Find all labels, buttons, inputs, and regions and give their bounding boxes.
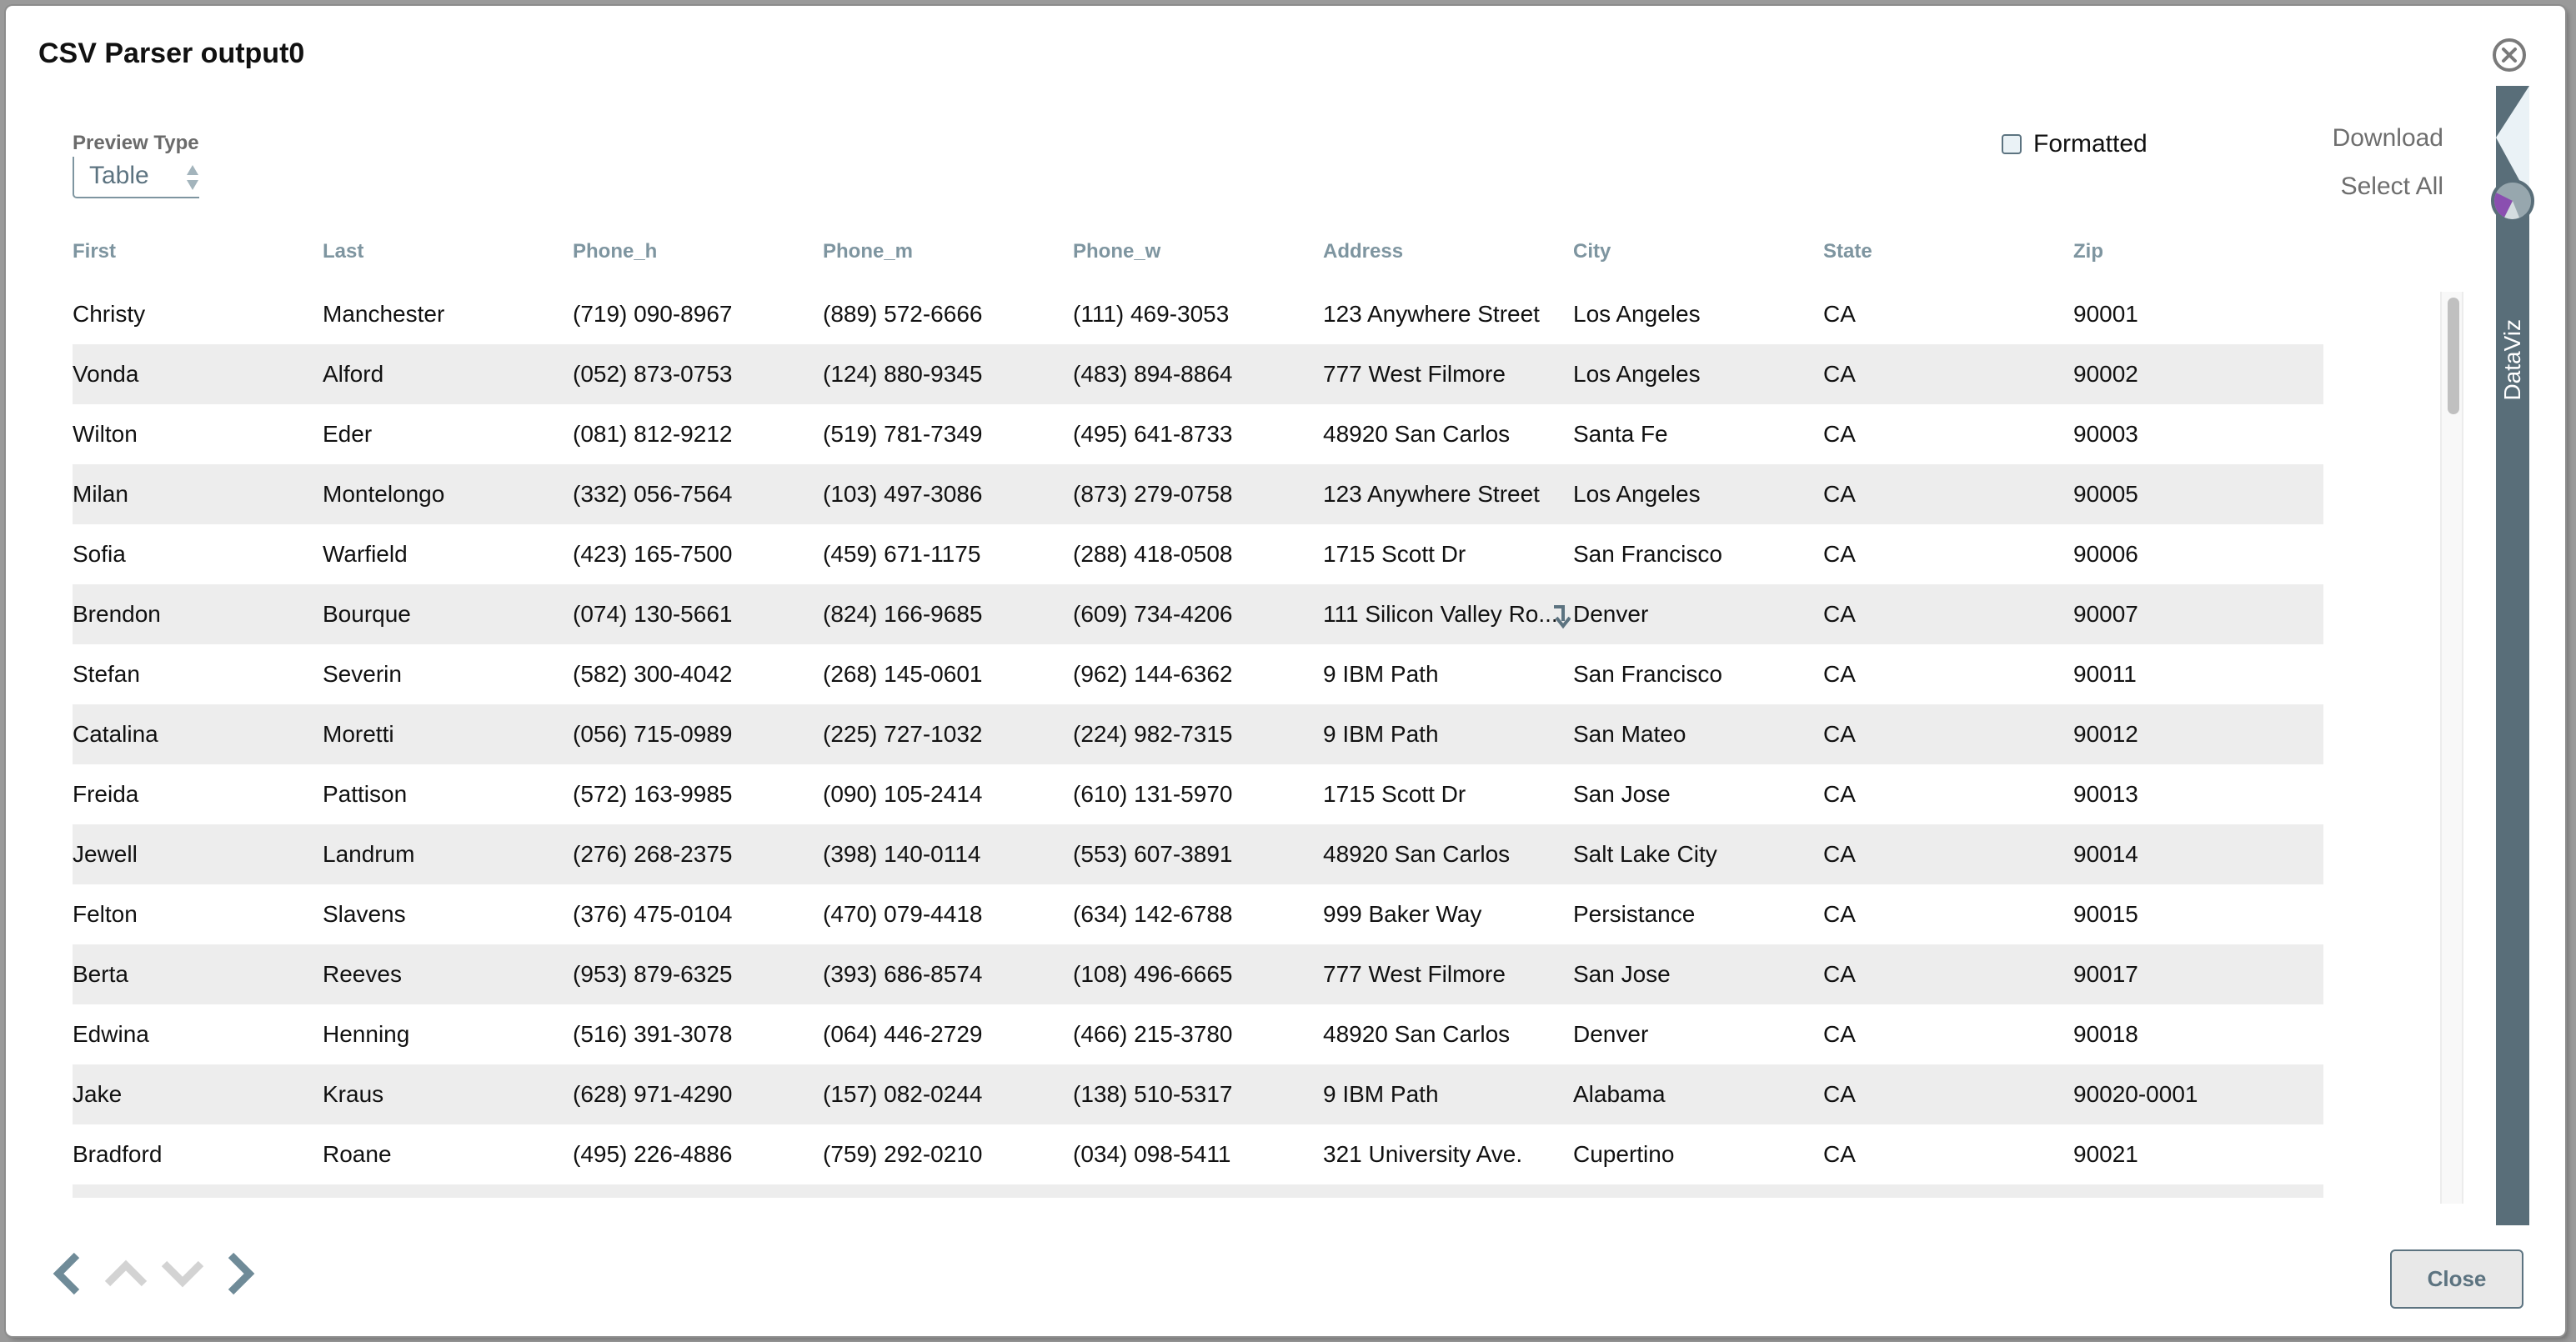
expand-down-arrow-icon[interactable] (1552, 604, 1571, 629)
cell-address: 123 Anywhere Street (1323, 481, 1540, 507)
cell-phone-w: (034) 098-5411 (1073, 1141, 1231, 1167)
close-dialog-button[interactable] (2493, 38, 2526, 72)
cell-first: Jewell (73, 841, 138, 867)
cell-city: Cupertino (1573, 1141, 1675, 1167)
cell-phone-m: (225) 727-1032 (823, 721, 983, 747)
cell-phone-h: (074) 130-5661 (573, 601, 733, 627)
table-row[interactable] (73, 1004, 2323, 1064)
cell-phone-w: (962) 144-6362 (1073, 661, 1233, 687)
table-row[interactable] (73, 584, 2323, 644)
cell-zip: 90003 (2073, 421, 2138, 447)
cell-zip: 90015 (2073, 901, 2138, 927)
table-row[interactable] (73, 344, 2323, 404)
cell-phone-w: (873) 279-0758 (1073, 481, 1233, 507)
cell-last: Manchester (323, 301, 445, 327)
cell-city: Salt Lake City (1573, 841, 1717, 867)
cell-last: Landrum (323, 841, 415, 867)
cell-last: Alford (323, 361, 384, 387)
column-header-state[interactable]: State (1823, 240, 1872, 263)
cell-state: CA (1823, 781, 1856, 807)
cell-first: Christy (73, 301, 146, 327)
cell-state: CA (1823, 961, 1856, 987)
cell-first: Stefan (73, 661, 140, 687)
table-row[interactable] (73, 704, 2323, 764)
cell-phone-h: (582) 300-4042 (573, 661, 733, 687)
cell-phone-h: (423) 165-7500 (573, 541, 733, 567)
table-row[interactable] (73, 824, 2323, 884)
cell-first: Brendon (73, 601, 161, 627)
close-button[interactable]: Close (2390, 1249, 2523, 1309)
cell-phone-m: (519) 781-7349 (823, 421, 983, 447)
table-row[interactable] (73, 944, 2323, 1004)
cell-phone-w: (138) 510-5317 (1073, 1081, 1233, 1107)
table-row[interactable] (73, 524, 2323, 584)
cell-first: Catalina (73, 721, 158, 747)
table-row[interactable] (73, 284, 2323, 344)
cell-phone-w: (466) 215-3780 (1073, 1021, 1233, 1047)
cell-state: CA (1823, 361, 1856, 387)
cell-last: Montelongo (323, 481, 445, 507)
cell-address: 123 Anywhere Street (1323, 301, 1540, 327)
cell-phone-m: (889) 572-6666 (823, 301, 983, 327)
table-scrollbar[interactable] (2440, 292, 2463, 1204)
cell-city: San Francisco (1573, 661, 1722, 687)
cell-zip: 90001 (2073, 301, 2138, 327)
cell-zip: 90011 (2073, 661, 2137, 687)
cell-state: CA (1823, 421, 1856, 447)
table-row[interactable] (73, 1064, 2323, 1124)
cell-phone-h: (628) 971-4290 (573, 1081, 733, 1107)
cell-first: Jake (73, 1081, 123, 1107)
cell-phone-h: (056) 715-0989 (573, 721, 733, 747)
cell-phone-w: (288) 418-0508 (1073, 541, 1233, 567)
cell-phone-w: (495) 641-8733 (1073, 421, 1233, 447)
cell-address: 1715 Scott Dr (1323, 541, 1466, 567)
cell-phone-w: (553) 607-3891 (1073, 841, 1233, 867)
cell-phone-h: (376) 475-0104 (573, 901, 733, 927)
cell-phone-m: (759) 292-0210 (823, 1141, 983, 1167)
cell-phone-h: (081) 812-9212 (573, 421, 733, 447)
cell-first: Wilton (73, 421, 138, 447)
cell-phone-w: (224) 982-7315 (1073, 721, 1233, 747)
cell-first: Bradford (73, 1141, 163, 1167)
cell-city: Los Angeles (1573, 481, 1701, 507)
formatted-toggle[interactable] (2002, 131, 2148, 158)
dialog-title: CSV Parser output0 (38, 38, 305, 69)
cell-phone-m: (459) 671-1175 (823, 541, 981, 567)
cell-city: Persistance (1573, 901, 1696, 927)
cell-city: Denver (1573, 1021, 1649, 1047)
table-row[interactable] (73, 884, 2323, 944)
cell-first: Berta (73, 961, 128, 987)
cell-zip: 90013 (2073, 781, 2138, 807)
cell-last: Warfield (323, 541, 408, 567)
cell-state: CA (1823, 1081, 1856, 1107)
cell-phone-w: (609) 734-4206 (1073, 601, 1233, 627)
cell-phone-m: (103) 497-3086 (823, 481, 983, 507)
cell-state: CA (1823, 541, 1856, 567)
cell-address: 1715 Scott Dr (1323, 781, 1466, 807)
cell-state: CA (1823, 601, 1856, 627)
cell-phone-w: (634) 142-6788 (1073, 901, 1233, 927)
cell-phone-h: (572) 163-9985 (573, 781, 733, 807)
cell-last: Henning (323, 1021, 410, 1047)
formatted-checkbox[interactable] (2002, 134, 2022, 154)
cell-address: 48920 San Carlos (1323, 1021, 1511, 1047)
table-row[interactable] (73, 764, 2323, 824)
cell-state: CA (1823, 301, 1856, 327)
data-table (73, 218, 2323, 1198)
cell-phone-h: (495) 226-4886 (573, 1141, 733, 1167)
cell-phone-h: (052) 873-0753 (573, 361, 733, 387)
column-header-city[interactable]: City (1573, 240, 1611, 263)
csv-preview-dialog (6, 6, 2565, 1336)
cell-first: Vonda (73, 361, 139, 387)
table-row[interactable] (73, 464, 2323, 524)
table-row[interactable] (73, 1124, 2323, 1184)
cell-phone-h: (953) 879-6325 (573, 961, 733, 987)
cell-state: CA (1823, 721, 1856, 747)
column-header-phone-h[interactable]: Phone_h (573, 240, 658, 263)
cell-last: Kraus (323, 1081, 384, 1107)
cell-city: Alabama (1573, 1081, 1666, 1107)
cell-city: Los Angeles (1573, 301, 1701, 327)
preview-type-value: Table (89, 162, 149, 189)
cell-state: CA (1823, 481, 1856, 507)
column-header-phone-w[interactable]: Phone_w (1073, 240, 1161, 263)
column-header-first[interactable]: First (73, 240, 117, 263)
cell-phone-m: (393) 686-8574 (823, 961, 983, 987)
cell-last: Severin (323, 661, 402, 687)
cell-zip: 90018 (2073, 1021, 2138, 1047)
column-header-last[interactable]: Last (323, 240, 364, 263)
column-header-address[interactable]: Address (1323, 240, 1404, 263)
cell-phone-w: (483) 894-8864 (1073, 361, 1233, 387)
cell-zip: 90012 (2073, 721, 2138, 747)
cell-zip: 90020-0001 (2073, 1081, 2198, 1107)
cell-phone-h: (516) 391-3078 (573, 1021, 733, 1047)
column-header-zip[interactable]: Zip (2073, 240, 2103, 263)
table-row[interactable] (73, 404, 2323, 464)
cell-address: 777 West Filmore (1323, 961, 1506, 987)
cell-city: Santa Fe (1573, 421, 1668, 447)
cell-phone-w: (610) 131-5970 (1073, 781, 1233, 807)
column-header-phone-m[interactable]: Phone_m (823, 240, 914, 263)
close-circle-icon (2501, 47, 2518, 63)
cell-phone-m: (064) 446-2729 (823, 1021, 983, 1047)
pie-chart-icon (2491, 179, 2534, 223)
cell-zip: 90006 (2073, 541, 2138, 567)
cell-state: CA (1823, 1021, 1856, 1047)
cell-last: Moretti (323, 721, 394, 747)
cell-first: Freida (73, 781, 139, 807)
dataviz-panel-toggle[interactable]: DataViz (2496, 86, 2529, 1225)
cell-city: San Jose (1573, 961, 1671, 987)
formatted-label: Formatted (2033, 130, 2148, 158)
preview-type-label: Preview Type (73, 132, 199, 154)
cell-phone-w: (108) 496-6665 (1073, 961, 1233, 987)
cell-first: Milan (73, 481, 128, 507)
cell-first: Sofia (73, 541, 126, 567)
table-row[interactable] (73, 644, 2323, 704)
cell-address: 48920 San Carlos (1323, 421, 1511, 447)
cell-phone-m: (157) 082-0244 (823, 1081, 983, 1107)
table-row[interactable] (73, 1184, 2323, 1198)
chevron-down-icon[interactable] (161, 1252, 204, 1295)
cell-address: 777 West Filmore (1323, 361, 1506, 387)
cell-phone-w: (111) 469-3053 (1073, 301, 1230, 327)
select-updown-icon (186, 163, 199, 192)
cell-address: 48920 San Carlos (1323, 841, 1511, 867)
cell-address: 111 Silicon Valley Ro... (1323, 601, 1558, 627)
chevron-right-icon[interactable] (223, 1252, 256, 1295)
table-header (73, 218, 2323, 285)
cell-zip: 90014 (2073, 841, 2138, 867)
preview-type-select[interactable] (73, 157, 199, 198)
cell-address: 321 University Ave. (1323, 1141, 1523, 1167)
chevron-left-icon[interactable] (52, 1252, 85, 1295)
cell-city: Denver (1573, 601, 1649, 627)
cell-phone-m: (124) 880-9345 (823, 361, 983, 387)
cell-phone-m: (470) 079-4418 (823, 901, 983, 927)
cell-address: 9 IBM Path (1323, 721, 1439, 747)
cell-phone-m: (090) 105-2414 (823, 781, 983, 807)
cell-state: CA (1823, 1141, 1856, 1167)
cell-last: Roane (323, 1141, 392, 1167)
cell-last: Reeves (323, 961, 402, 987)
cell-zip: 90017 (2073, 961, 2138, 987)
cell-city: San Jose (1573, 781, 1671, 807)
cell-first: Felton (73, 901, 138, 927)
cell-city: San Mateo (1573, 721, 1686, 747)
cell-last: Pattison (323, 781, 408, 807)
cell-phone-m: (398) 140-0114 (823, 841, 981, 867)
cell-address: 999 Baker Way (1323, 901, 1482, 927)
cell-zip: 90002 (2073, 361, 2138, 387)
select-all-link[interactable]: Select All (2340, 173, 2443, 200)
cell-phone-m: (268) 145-0601 (823, 661, 983, 687)
cell-zip: 90007 (2073, 601, 2138, 627)
cell-state: CA (1823, 841, 1856, 867)
cell-phone-h: (332) 056-7564 (573, 481, 733, 507)
scrollbar-thumb[interactable] (2448, 298, 2459, 414)
chevron-up-icon[interactable] (104, 1252, 148, 1295)
cell-zip: 90021 (2073, 1141, 2138, 1167)
cell-first: Edwina (73, 1021, 149, 1047)
cell-last: Eder (323, 421, 373, 447)
cell-city: San Francisco (1573, 541, 1722, 567)
cell-city: Los Angeles (1573, 361, 1701, 387)
cell-zip: 90005 (2073, 481, 2138, 507)
cell-address: 9 IBM Path (1323, 1081, 1439, 1107)
download-link[interactable]: Download (2332, 124, 2443, 152)
cell-phone-h: (276) 268-2375 (573, 841, 733, 867)
cell-last: Slavens (323, 901, 406, 927)
cell-last: Bourque (323, 601, 411, 627)
table-body (73, 284, 2323, 1198)
cell-phone-h: (719) 090-8967 (573, 301, 733, 327)
cell-state: CA (1823, 661, 1856, 687)
cell-address: 9 IBM Path (1323, 661, 1439, 687)
cell-phone-m: (824) 166-9685 (823, 601, 983, 627)
cell-state: CA (1823, 901, 1856, 927)
